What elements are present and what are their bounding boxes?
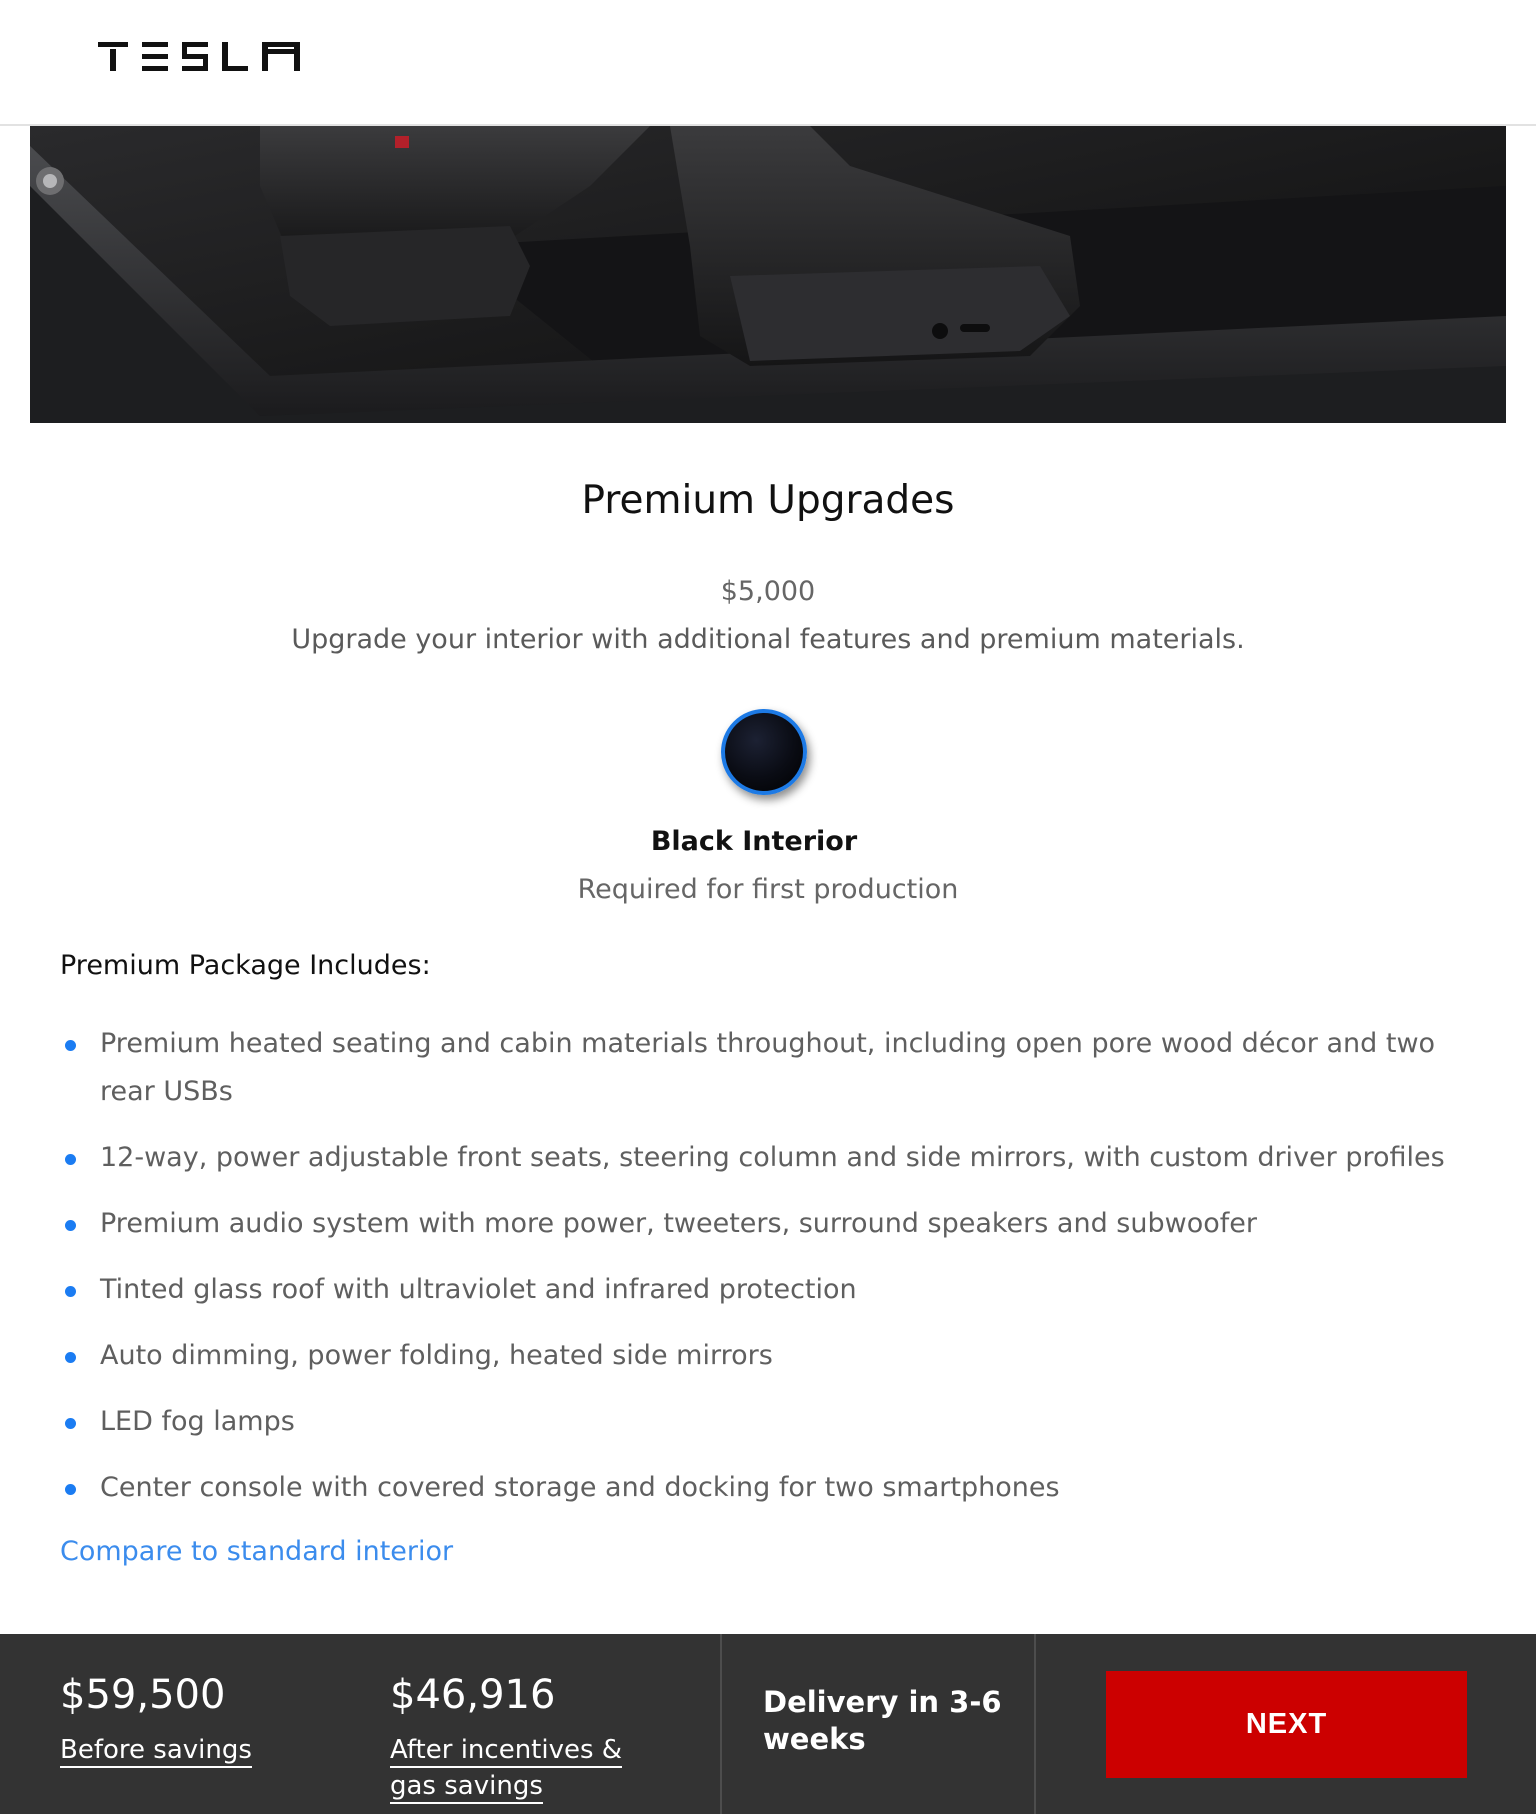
list-item [60, 1332, 1480, 1380]
list-item [60, 1134, 1480, 1182]
swatch-note: Required for first production [577, 874, 959, 905]
bullet-icon [65, 1286, 76, 1297]
top-header [0, 0, 1536, 126]
feature-text: 12-way, power adjustable front seats, steering column and side mirrors, with custom driver profiles [100, 1142, 1445, 1173]
bullet-icon [65, 1040, 76, 1051]
interior-hero-image [30, 126, 1506, 423]
feature-text: Auto dimming, power folding, heated side mirrors [100, 1340, 773, 1371]
price-before-savings: $59,500 [60, 1672, 226, 1718]
section-title: Premium Upgrades [581, 478, 955, 523]
option-description: Upgrade your interior with additional features and premium materials. [291, 624, 1245, 655]
footer-divider [720, 1634, 722, 1814]
after-incentives-label[interactable]: After incentives & gas savings [390, 1732, 622, 1804]
list-item [60, 1200, 1480, 1248]
delivery-estimate: Delivery in 3-6 weeks [763, 1685, 1002, 1756]
list-item [60, 1464, 1480, 1512]
next-button[interactable]: NEXT [1106, 1671, 1467, 1778]
price-footer-bar [0, 1634, 1536, 1814]
feature-text: Tinted glass roof with ultraviolet and infrared protection [100, 1274, 857, 1305]
compare-standard-interior-link[interactable]: Compare to standard interior [60, 1536, 454, 1567]
bullet-icon [65, 1220, 76, 1231]
feature-text: Premium audio system with more power, tweeters, surround speakers and subwoofer [100, 1208, 1257, 1239]
feature-text: LED fog lamps [100, 1406, 295, 1437]
tesla-logo[interactable] [98, 42, 302, 76]
feature-text: Center console with covered storage and docking for two smartphones [100, 1472, 1060, 1503]
feature-list [60, 1020, 1480, 1530]
option-price: $5,000 [720, 576, 816, 607]
bullet-icon [65, 1484, 76, 1495]
bullet-icon [65, 1154, 76, 1165]
bullet-icon [65, 1418, 76, 1429]
before-savings-label[interactable]: Before savings [60, 1732, 252, 1768]
swatch-name: Black Interior [650, 826, 858, 857]
footer-divider [1034, 1634, 1036, 1814]
list-item [60, 1020, 1480, 1116]
black-interior-swatch[interactable] [721, 709, 807, 795]
list-item [60, 1398, 1480, 1446]
package-title: Premium Package Includes: [60, 950, 431, 981]
feature-text: Premium heated seating and cabin materials throughout, including open pore wood décor and two rear USBs [100, 1028, 1436, 1107]
bullet-icon [65, 1352, 76, 1363]
price-after-savings: $46,916 [390, 1672, 556, 1718]
list-item [60, 1266, 1480, 1314]
